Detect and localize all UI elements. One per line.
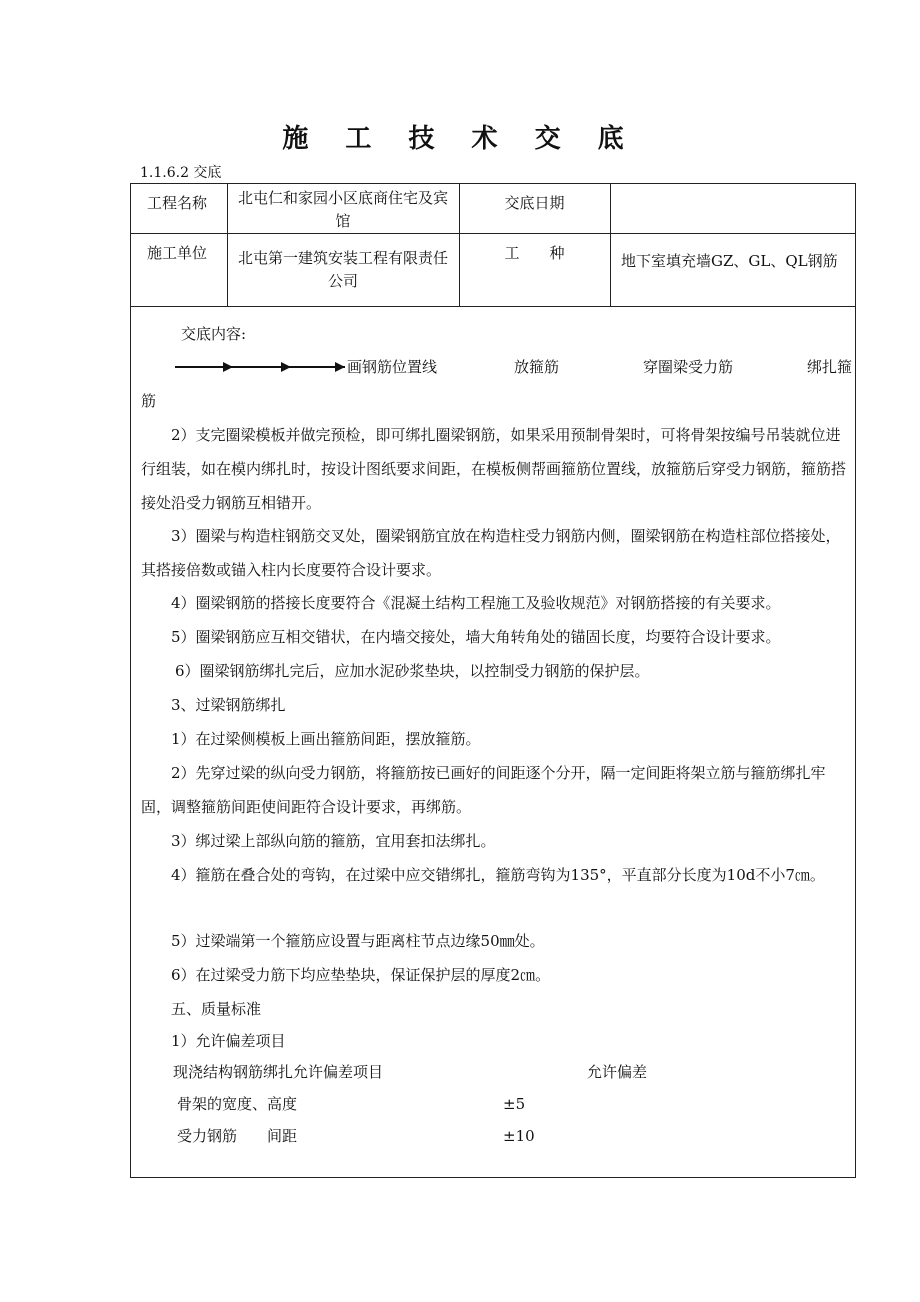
flow-step: 绑扎箍: [807, 358, 853, 376]
construction-unit-label: 施工单位: [147, 244, 208, 262]
paragraph: 1）允许偏差项目: [171, 1032, 286, 1050]
paragraph: 6）在过梁受力筋下均应垫垫块，保证保护层的厚度2㎝。: [171, 966, 551, 984]
date-label: 交底日期: [504, 194, 565, 212]
arrow-head-icon: [335, 362, 345, 372]
paragraph: 6）圈梁钢筋绑扎完后，应加水泥砂浆垫块，以控制受力钢筋的保护层。: [175, 662, 650, 680]
tolerance-row-value: ±5: [503, 1095, 526, 1113]
paragraph: 1）在过梁侧模板上画出箍筋间距，摆放箍筋。: [171, 730, 481, 748]
section-heading: 3、过梁钢筋绑扎: [171, 696, 286, 714]
content-heading: 交底内容:: [181, 325, 247, 343]
column-divider: [227, 184, 228, 306]
section-number: 1.1.6.2 交底: [140, 165, 222, 181]
flow-arrows: [175, 350, 355, 384]
disclosure-sheet: [130, 183, 856, 1178]
column-divider: [610, 184, 611, 306]
paragraph: 4）箍筋在叠合处的弯钩，在过梁中应交错绑扎，箍筋弯钩为135°，平直部分长度为10d不小7㎝。: [171, 866, 825, 884]
project-name-value: 北屯仁和家园小区底商住宅及宾馆: [237, 189, 448, 230]
row-divider: [131, 233, 855, 234]
paragraph: 2）支完圈梁模板并做完预检，即可绑扎圈梁钢筋，如果采用预制骨架时，可将骨架按编号吊装就位进行组装，如在模内绑扎时，按设计图纸要求间距，在模板侧帮画箍筋位置线，放箍筋后穿受力钢筋，箍筋搭接处沿受力钢筋互相错开。: [141, 426, 847, 512]
section-heading: 五、质量标准: [171, 1000, 262, 1018]
flow-step: 穿圈梁受力筋: [643, 358, 734, 376]
paragraph: 5）圈梁钢筋应互相交错状，在内墙交接处，墙大角转角处的锚固长度，均要符合设计要求。: [171, 628, 781, 646]
trade-label: 工 种: [504, 244, 565, 262]
tolerance-header-value: 允许偏差: [587, 1063, 648, 1081]
arrow-head-icon: [223, 362, 233, 372]
document-title: 施 工 技 术 交 底: [282, 124, 638, 154]
project-name-label: 工程名称: [147, 194, 208, 212]
flow-step: 放箍筋: [514, 358, 560, 376]
tolerance-row-item: 受力钢筋 间距: [177, 1127, 298, 1145]
construction-unit-value: 北屯第一建筑安装工程有限责任公司: [237, 249, 448, 290]
tolerance-header-item: 现浇结构钢筋绑扎允许偏差项目: [173, 1063, 384, 1081]
arrow-head-icon: [281, 362, 291, 372]
flow-step: 画钢筋位置线: [347, 358, 438, 376]
paragraph: 4）圈梁钢筋的搭接长度要符合《混凝土结构工程施工及验收规范》对钢筋搭接的有关要求。: [171, 594, 781, 612]
paragraph: 3）绑过梁上部纵向筋的箍筋，宜用套扣法绑扎。: [171, 832, 496, 850]
paragraph: 2）先穿过梁的纵向受力钢筋，将箍筋按已画好的间距逐个分开，隔一定间距将架立筋与箍筋绑扎牢固，调整箍筋间距使间距符合设计要求，再绑筋。: [141, 764, 826, 816]
row-divider: [131, 306, 855, 307]
paragraph: 3）圈梁与构造柱钢筋交叉处，圈梁钢筋宜放在构造柱受力钢筋内侧，圈梁钢筋在构造柱部位搭接处，其搭接倍数或锚入柱内长度要符合设计要求。: [141, 527, 841, 579]
tolerance-row-value: ±10: [503, 1127, 535, 1145]
tolerance-row-item: 骨架的宽度、高度: [177, 1095, 298, 1113]
paragraph: 5）过梁端第一个箍筋应设置与距离柱节点边缘50㎜处。: [171, 932, 545, 950]
trade-value: 地下室填充墙GZ、GL、QL钢筋: [621, 252, 838, 270]
process-flow: [131, 350, 857, 384]
flow-step-wrap: 筋: [141, 392, 157, 410]
